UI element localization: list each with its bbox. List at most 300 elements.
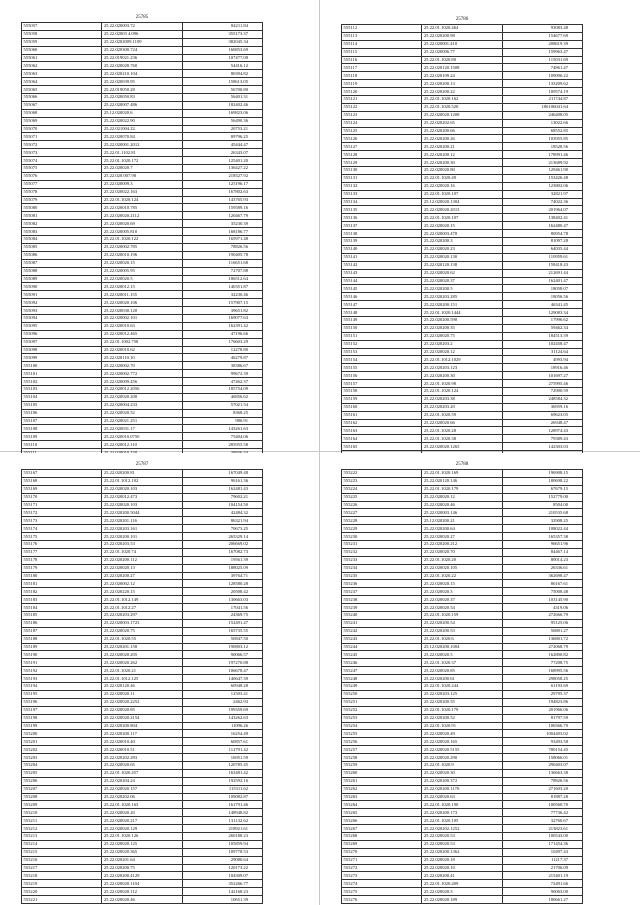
amount-cell: 136663.38	[502, 769, 582, 777]
code-cell: 25.22.020110.10	[102, 354, 182, 362]
code-cell: 25.22.020200.590	[422, 316, 502, 324]
code-cell: 25.22.020020.129	[102, 825, 182, 833]
amount-cell: 61193.69	[502, 683, 582, 691]
row-number-cell: 555133	[342, 190, 422, 198]
amount-cell: 125196.17	[182, 180, 262, 188]
amount-cell: 206669.02	[182, 541, 262, 549]
amount-cell: 194823.86	[502, 698, 582, 706]
table-row	[342, 285, 583, 293]
amount-cell: 8368.25	[182, 409, 262, 417]
code-cell: 25.22.01.1020.28	[422, 427, 502, 435]
row-number-cell: 555270	[342, 848, 422, 856]
amount-cell: 362698.47	[502, 572, 582, 580]
row-number-cell: 555268	[342, 832, 422, 840]
table-row	[22, 801, 263, 809]
row-number-cell: 555252	[342, 706, 422, 714]
amount-cell: 68552.85	[502, 127, 582, 135]
amount-cell: 112791.42	[182, 746, 262, 754]
amount-cell: 128974.43	[502, 427, 582, 435]
code-cell: 25.22.020020.75	[422, 332, 502, 340]
amount-cell: 78826.56	[502, 777, 582, 785]
code-cell: 25.22.020203.123	[422, 364, 502, 372]
amount-cell: 133209.62	[502, 80, 582, 88]
row-number-cell: 555228	[342, 517, 422, 525]
code-cell: 25.22.020020.13	[102, 564, 182, 572]
row-number-cell: 555238	[342, 596, 422, 604]
row-number-cell: 555257	[342, 746, 422, 754]
table-row	[342, 746, 583, 754]
code-cell: 25.22.020020.365	[102, 848, 182, 856]
table-row	[22, 330, 263, 338]
row-number-cell: 555230	[342, 533, 422, 541]
table-row	[342, 32, 583, 40]
code-cell: 25.22.020220.15	[102, 588, 182, 596]
amount-cell: 162800.82	[502, 651, 582, 659]
table-row	[342, 309, 583, 317]
code-cell: 25.22.01.1020.107	[422, 190, 502, 198]
page-title: 25786	[455, 17, 469, 22]
amount-cell: 35230.39	[182, 220, 262, 228]
amount-cell: 213689.92	[502, 159, 582, 167]
row-number-cell: 555080	[22, 204, 102, 212]
amount-cell: 72491.66	[502, 880, 582, 888]
table-row	[22, 101, 263, 109]
table-row	[342, 411, 583, 419]
amount-cell: 96651.96	[502, 541, 582, 549]
row-number-cell: 555156	[342, 372, 422, 380]
row-number-cell: 555072	[22, 141, 102, 149]
row-number-cell: 555237	[342, 588, 422, 596]
amount-cell: 86167.61	[502, 580, 582, 588]
code-cell: 25.22.021004.22	[102, 125, 182, 133]
row-number-cell: 555236	[342, 580, 422, 588]
table-row	[22, 267, 263, 275]
amount-cell: 80954.78	[502, 230, 582, 238]
table-row	[342, 864, 583, 872]
table-row	[342, 245, 583, 253]
code-cell: 25.22.019021.236	[102, 54, 182, 62]
table-row	[342, 143, 583, 151]
row-number-cell: 555116	[342, 56, 422, 64]
row-number-cell: 555147	[342, 301, 422, 309]
code-cell: 25.22.020200.804	[102, 722, 182, 730]
table-row	[22, 401, 263, 409]
table-row	[22, 769, 263, 777]
table-row	[22, 714, 263, 722]
code-cell: 25.22.020020.262	[102, 659, 182, 667]
amount-cell: 129461.90	[502, 167, 582, 175]
amount-cell: 120467.79	[182, 212, 262, 220]
code-cell: 25.22.01.1020.124	[422, 387, 502, 395]
code-cell: 25.22.01.1020.179	[422, 706, 502, 714]
row-number-cell: 555195	[22, 690, 102, 698]
row-number-cell: 555227	[342, 509, 422, 517]
table-row	[22, 588, 263, 596]
table-row	[22, 354, 263, 362]
table-row	[342, 253, 583, 261]
table-row	[342, 316, 583, 324]
code-cell: 25.22.020020.15	[422, 222, 502, 230]
row-number-cell: 555146	[342, 293, 422, 301]
table-row	[342, 435, 583, 443]
table-row	[342, 119, 583, 127]
amount-cell: 90063.00	[502, 888, 582, 896]
amount-cell: 26948.47	[502, 419, 582, 427]
amount-cell: 190803.12	[182, 643, 262, 651]
table-row	[342, 477, 583, 485]
table-row	[22, 117, 263, 125]
code-cell: 25.22.020020.205	[102, 651, 182, 659]
row-number-cell: 555185	[22, 612, 102, 620]
code-cell: 25.22.020203.20	[422, 403, 502, 411]
row-number-cell: 555174	[22, 525, 102, 533]
row-number-cell: 555089	[22, 275, 102, 283]
code-cell: 25.12.020020.6	[102, 109, 182, 117]
code-cell: 25.22.020007.486	[102, 101, 182, 109]
table-row	[22, 627, 263, 635]
amount-cell: 56700.80	[182, 86, 262, 94]
row-number-cell: 555264	[342, 801, 422, 809]
row-number-cell: 555120	[342, 88, 422, 96]
amount-cell: 130663.03	[182, 596, 262, 604]
row-number-cell: 555107	[22, 417, 102, 425]
row-number-cell: 555106	[22, 409, 102, 417]
code-cell: 25.22.020020.85	[422, 667, 502, 675]
table-row	[342, 517, 583, 525]
amount-cell: 24369.75	[182, 612, 262, 620]
row-number-cell: 555168	[22, 477, 102, 485]
code-cell: 25.22.019050.28	[102, 86, 182, 94]
code-cell: 25.22.020120.138	[422, 261, 502, 269]
amount-cell: 158418.43	[502, 261, 582, 269]
code-cell: 25.22.020202.1252	[422, 825, 502, 833]
row-number-cell: 555210	[22, 809, 102, 817]
amount-cell: 46341.45	[502, 301, 582, 309]
code-cell: 25.22.020020.37	[422, 596, 502, 604]
table-row	[22, 188, 263, 196]
table-row	[342, 293, 583, 301]
amount-cell: 32230.46	[182, 291, 262, 299]
amount-cell: 199359.69	[182, 706, 262, 714]
table-row	[22, 493, 263, 501]
table-row	[22, 275, 263, 283]
page-3	[0, 453, 318, 905]
code-cell: 25.22.020012.473	[102, 493, 182, 501]
amount-cell: 103955.85	[502, 135, 582, 143]
table-row	[342, 230, 583, 238]
amount-cell: 20508.42	[182, 588, 262, 596]
amount-cell: 165971.48	[182, 236, 262, 244]
amount-cell: 208619.39	[502, 40, 582, 48]
code-cell: 25.22.020020.1104	[102, 880, 182, 888]
row-number-cell: 555113	[342, 32, 422, 40]
table-row	[342, 48, 583, 56]
code-cell: 25.22.01.1102.81	[102, 149, 182, 157]
row-number-cell: 555112	[342, 25, 422, 33]
code-cell: 25.22.020020.27	[422, 533, 502, 541]
row-number-cell: 555196	[22, 698, 102, 706]
row-number-cell: 555200	[22, 730, 102, 738]
amount-cell: 265329.14	[182, 533, 262, 541]
row-number-cell: 555262	[342, 785, 422, 793]
code-cell: 25.12.020200.1004	[422, 643, 502, 651]
table-row	[342, 277, 583, 285]
amount-cell: 69623.05	[502, 411, 582, 419]
code-cell: 25.22.020020.15	[422, 580, 502, 588]
page-2	[322, 0, 640, 450]
row-number-cell: 555150	[342, 324, 422, 332]
row-number-cell: 555219	[22, 880, 102, 888]
table-row	[342, 683, 583, 691]
amount-cell: 123802.06	[502, 182, 582, 190]
code-cell: 25.22.01.1020.22	[422, 572, 502, 580]
code-cell: 25.22.020020.53	[422, 840, 502, 848]
row-number-cell: 555170	[22, 493, 102, 501]
row-number-cell: 555079	[22, 196, 102, 204]
table-row	[342, 832, 583, 840]
amount-cell: 17041.56	[182, 604, 262, 612]
amount-cell: 57021.54	[182, 401, 262, 409]
amount-cell: 167802.63	[182, 188, 262, 196]
row-number-cell: 555178	[22, 556, 102, 564]
table-row	[22, 243, 263, 251]
code-cell: 25.22.020020.70	[422, 548, 502, 556]
row-number-cell: 555201	[22, 738, 102, 746]
table-row	[342, 840, 583, 848]
table-row	[342, 604, 583, 612]
table-row	[22, 204, 263, 212]
code-cell: 25.22.020020.1265	[422, 443, 502, 451]
code-cell: 25.22.01.1012.125	[102, 675, 182, 683]
code-cell: 25.22.020012.465	[102, 330, 182, 338]
code-cell: 25.22.020020.18	[422, 856, 502, 864]
code-cell: 25.22.020020.105	[422, 564, 502, 572]
row-number-cell: 555110	[22, 441, 102, 449]
amount-cell: 218527.92	[182, 172, 262, 180]
code-cell: 25.22.020120.146	[422, 477, 502, 485]
row-number-cell: 555139	[342, 238, 422, 246]
code-cell: 25.22.020020.125	[102, 840, 182, 848]
row-number-cell: 555081	[22, 212, 102, 220]
table-row	[342, 754, 583, 762]
amount-cell: 162480.47	[502, 222, 582, 230]
row-number-cell: 555093	[22, 307, 102, 315]
table-row	[342, 612, 583, 620]
table-row	[342, 427, 583, 435]
code-cell: 25.22.020020.12	[422, 348, 502, 356]
code-cell: 25.22.01.1020.244	[422, 683, 502, 691]
table-row	[22, 109, 263, 117]
code-cell: 25.22.020020.15	[102, 259, 182, 267]
row-number-cell: 555075	[22, 165, 102, 173]
table-row	[342, 493, 583, 501]
table-row	[22, 509, 263, 517]
row-number-cell: 555203	[22, 754, 102, 762]
table-row	[342, 387, 583, 395]
amount-cell: 218921.61	[182, 825, 262, 833]
row-number-cell: 555144	[342, 277, 422, 285]
table-row	[342, 856, 583, 864]
amount-cell: 100560.70	[502, 801, 582, 809]
table-row	[342, 72, 583, 80]
table-row	[22, 856, 263, 864]
page-title: 25787	[135, 462, 149, 467]
table-row	[22, 385, 263, 393]
amount-cell: 192592.16	[182, 777, 262, 785]
table-row	[22, 54, 263, 62]
table-row	[342, 509, 583, 517]
code-cell: 25.22.020002.772	[102, 370, 182, 378]
amount-cell: 260188.23	[182, 832, 262, 840]
code-cell: 25.22.01.1020.457	[102, 769, 182, 777]
amount-cell: 165735.55	[182, 627, 262, 635]
amount-cell: 129083.34	[502, 309, 582, 317]
code-cell: 25.22.020012.2056	[102, 385, 182, 393]
table-row	[22, 86, 263, 94]
table-row	[342, 372, 583, 380]
row-number-cell: 555202	[22, 746, 102, 754]
table-row	[342, 580, 583, 588]
code-cell: 25.22.020020.2013	[422, 206, 502, 214]
table-row	[342, 40, 583, 48]
row-number-cell: 555239	[342, 604, 422, 612]
amount-cell: 103145.90	[502, 596, 582, 604]
row-number-cell: 555123	[342, 111, 422, 119]
table-row	[342, 380, 583, 388]
amount-cell: 246408.05	[502, 111, 582, 119]
table-row	[22, 848, 263, 856]
code-cell: 25.22.020200.53	[422, 627, 502, 635]
code-cell: 25.22.020200.55	[422, 698, 502, 706]
row-number-cell: 555233	[342, 556, 422, 564]
amount-cell: 154677.69	[502, 32, 582, 40]
table-row	[22, 149, 263, 157]
row-number-cell: 555094	[22, 314, 102, 322]
code-cell: 25.22.020010.785	[102, 204, 182, 212]
table-row	[342, 222, 583, 230]
table-row	[342, 896, 583, 904]
table-row	[22, 730, 263, 738]
code-cell: 25.22.020201.64	[102, 856, 182, 864]
amount-cell: 79389.43	[502, 435, 582, 443]
code-cell: 25.22.020109.24	[422, 72, 502, 80]
table-row	[342, 214, 583, 222]
row-number-cell: 555183	[22, 596, 102, 604]
code-cell: 25.22.020020.106	[102, 299, 182, 307]
code-cell: 25.22.020200.21	[422, 143, 502, 151]
amount-cell: 20753.21	[182, 125, 262, 133]
amount-cell: 26336.61	[502, 564, 582, 572]
amount-cell: 80014.23	[502, 556, 582, 564]
amount-cell: 104154.50	[182, 501, 262, 509]
amount-cell: 136427.22	[182, 165, 262, 173]
amount-cell: 100543.00	[502, 832, 582, 840]
table-row	[342, 588, 583, 596]
row-number-cell: 555214	[22, 840, 102, 848]
table-row	[22, 832, 263, 840]
code-cell: 25.22.01.1020.520	[422, 103, 502, 111]
table-row	[342, 785, 583, 793]
code-cell: 25.22.020020.2252	[102, 698, 182, 706]
code-cell: 25.22.020020.85	[102, 706, 182, 714]
amount-cell: 184513.39	[502, 332, 582, 340]
row-number-cell: 555246	[342, 659, 422, 667]
table-row	[22, 817, 263, 825]
code-cell: 25.22.020200.173	[422, 809, 502, 817]
code-cell: 25.22.020001.2012	[102, 141, 182, 149]
code-cell: 25.22.020203.38	[422, 395, 502, 403]
table-row	[22, 417, 263, 425]
table-row	[342, 714, 583, 722]
code-cell: 25.22.01.1020.91	[422, 722, 502, 730]
table-row	[342, 809, 583, 817]
amount-cell: 136801.72	[502, 635, 582, 643]
amount-cell: 59462.34	[502, 324, 582, 332]
amount-cell: 162401.47	[502, 277, 582, 285]
code-cell: 25.22.01.1020.20	[422, 556, 502, 564]
code-cell: 25.22.01.1020.98	[422, 380, 502, 388]
table-row	[342, 596, 583, 604]
table-row	[22, 251, 263, 259]
code-cell: 25.22.01.1012.149	[102, 596, 182, 604]
row-number-cell: 555115	[342, 48, 422, 56]
amount-cell: 120785.45	[182, 761, 262, 769]
amount-cell: 131132.62	[182, 817, 262, 825]
code-cell: 25.22.020210.104	[102, 70, 182, 78]
amount-cell: 32760.67	[502, 817, 582, 825]
amount-cell: 106678.47	[182, 667, 262, 675]
table-row	[342, 190, 583, 198]
row-number-cell: 555231	[342, 541, 422, 549]
table-row	[342, 340, 583, 348]
row-number-cell: 555122	[342, 103, 422, 111]
amount-cell: 143261.63	[182, 425, 262, 433]
amount-cell: 29080.64	[182, 856, 262, 864]
code-cell: 25.22.020010.62	[102, 346, 182, 354]
amount-cell: 190405.78	[182, 251, 262, 259]
code-cell: 25.22.020203.2	[422, 340, 502, 348]
table-row	[342, 403, 583, 411]
amount-cell: 32821.97	[502, 190, 582, 198]
code-cell: 25.22.020002.101	[102, 314, 182, 322]
row-number-cell: 555260	[342, 769, 422, 777]
code-cell: 25.22.020020.7	[102, 165, 182, 173]
amount-cell: 162391.42	[182, 322, 262, 330]
row-number-cell: 555206	[22, 777, 102, 785]
code-cell: 25.22.020020.23	[422, 245, 502, 253]
row-number-cell: 555272	[342, 864, 422, 872]
amount-cell: 201964.07	[502, 206, 582, 214]
table-row	[22, 393, 263, 401]
amount-cell: 18916.46	[502, 364, 582, 372]
code-cell: 25.22.01.1020.74	[102, 548, 182, 556]
code-cell: 25.22.01.1020.49	[422, 174, 502, 182]
amount-cell: 39651.82	[182, 307, 262, 315]
code-cell: 25.22.020200.12	[422, 151, 502, 159]
amount-cell: 188025.09	[182, 564, 262, 572]
table-row	[22, 643, 263, 651]
code-cell: 25.22.020201.116	[102, 517, 182, 525]
row-number-cell: 555148	[342, 309, 422, 317]
code-cell: 25.22.01.1020.126	[102, 832, 182, 840]
code-cell: 25.22.020203.297	[102, 612, 182, 620]
code-cell: 25.22.020200.151	[422, 301, 502, 309]
table-row	[342, 761, 583, 769]
code-cell: 25.22.020200.4129	[102, 872, 182, 880]
table-row	[22, 501, 263, 509]
row-number-cell: 555220	[22, 888, 102, 896]
code-cell: 25.22.020020.103	[102, 501, 182, 509]
